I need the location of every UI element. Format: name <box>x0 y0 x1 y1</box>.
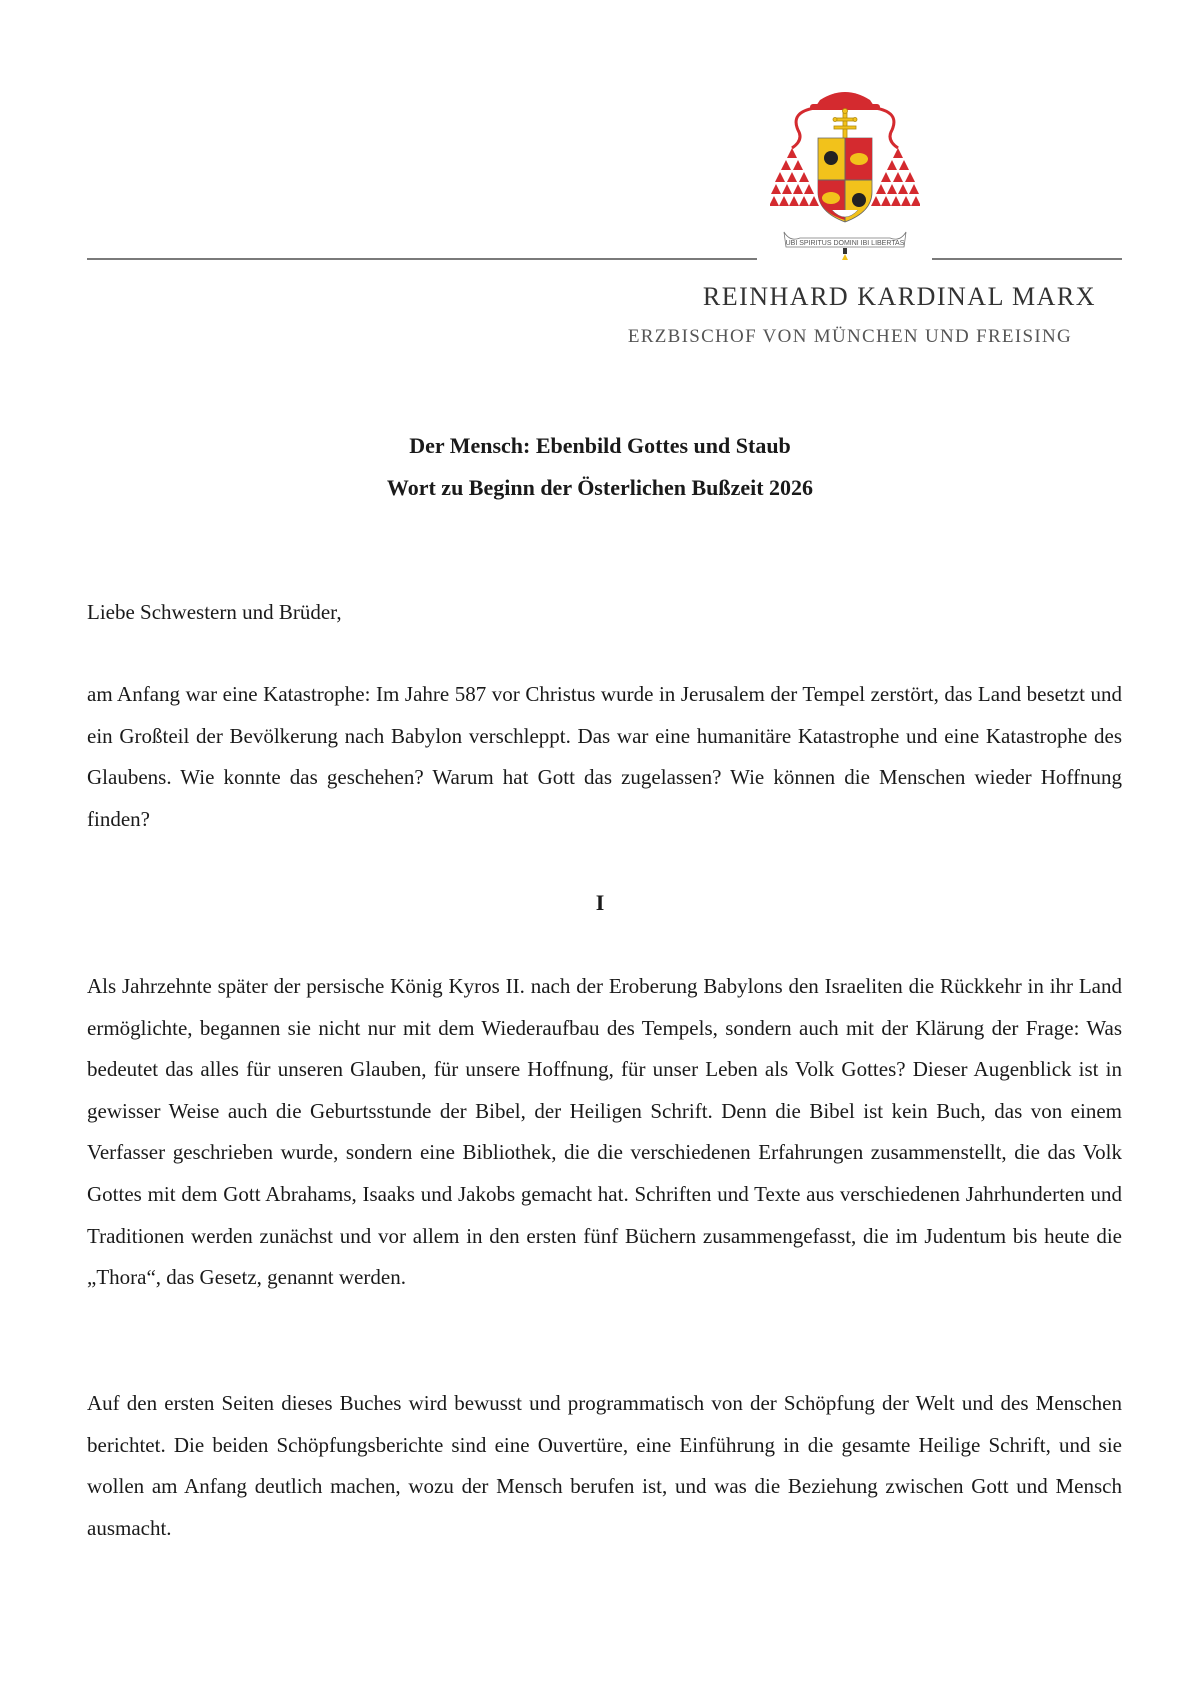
paragraph-1: am Anfang war eine Katastrophe: Im Jahre 587 vor Christus wurde in Jerusalem der Tempel zerstört, das Land besetzt und ein Großteil der Bevölkerung nach Babylon verschleppt. Das war eine humanitäre Katastrophe und eine Katastrophe des Glaubens. Wie konnte das geschehen? Warum hat Gott das zugelassen? Wie können die Menschen wieder Hoffnung finden? <box>87 682 1122 831</box>
document-title: Der Mensch: Ebenbild Gottes und Staub <box>409 433 791 458</box>
section-heading: I <box>595 890 605 915</box>
paragraph-2: Als Jahrzehnte später der persische König Kyros II. nach der Eroberung Babylons den Israeliten die Rückkehr in ihr Land ermöglichte, begannen sie nicht nur mit dem Wiederaufbau des Tempels, sondern auch mit der Klärung der Frage: Was bedeutet das alles für unseren Glauben, für unsere Hoffnung, für unser Leben als Volk Gottes? Dieser Augenblick ist in gewisser Weise auch die Geburtsstunde der Bibel, der Heiligen Schrift. Denn die Bibel ist kein Buch, das von einem Verfasser geschrieben wurde, sondern eine Bibliothek, die die verschiedenen Erfahrungen zusammenstellt, die das Volk Gottes mit dem Gott Abrahams, Isaaks und Jakobs gemacht hat. Schriften und Texte aus verschiedenen Jahrhunderten und Traditionen werden zunächst und vor allem in den ersten fünf Büchern zusammengefasst, die im Judentum bis heute die „Thora“, das Gesetz, genannt werden. <box>87 974 1122 1290</box>
svg-text:UBI SPIRITUS DOMINI IBI LIBERT: UBI SPIRITUS DOMINI IBI LIBERTAS <box>785 240 905 247</box>
document-subtitle: Wort zu Beginn der Österlichen Bußzeit 2026 <box>386 475 814 500</box>
header-rule-right <box>932 258 1122 260</box>
sender-name: REINHARD KARDINAL MARX <box>702 282 1096 311</box>
sender-office: ERZBISCHOF VON MÜNCHEN UND FREISING <box>627 326 1072 347</box>
header-rule-left <box>87 258 757 260</box>
coat-of-arms-icon <box>770 82 920 262</box>
paragraph-3: Auf den ersten Seiten dieses Buches wird bewusst und programmatisch von der Schöpfung der Welt und des Menschen berichtet. Die beiden Schöpfungsberichte sind eine Ouvertüre, eine Einführung in die gesamte Heilige Schrift, und sie wollen am Anfang deutlich machen, wozu der Mensch berufen ist, und was die Beziehung zwischen Gott und Mensch ausmacht. <box>87 1391 1122 1540</box>
greeting: Liebe Schwestern und Brüder, <box>87 600 342 624</box>
